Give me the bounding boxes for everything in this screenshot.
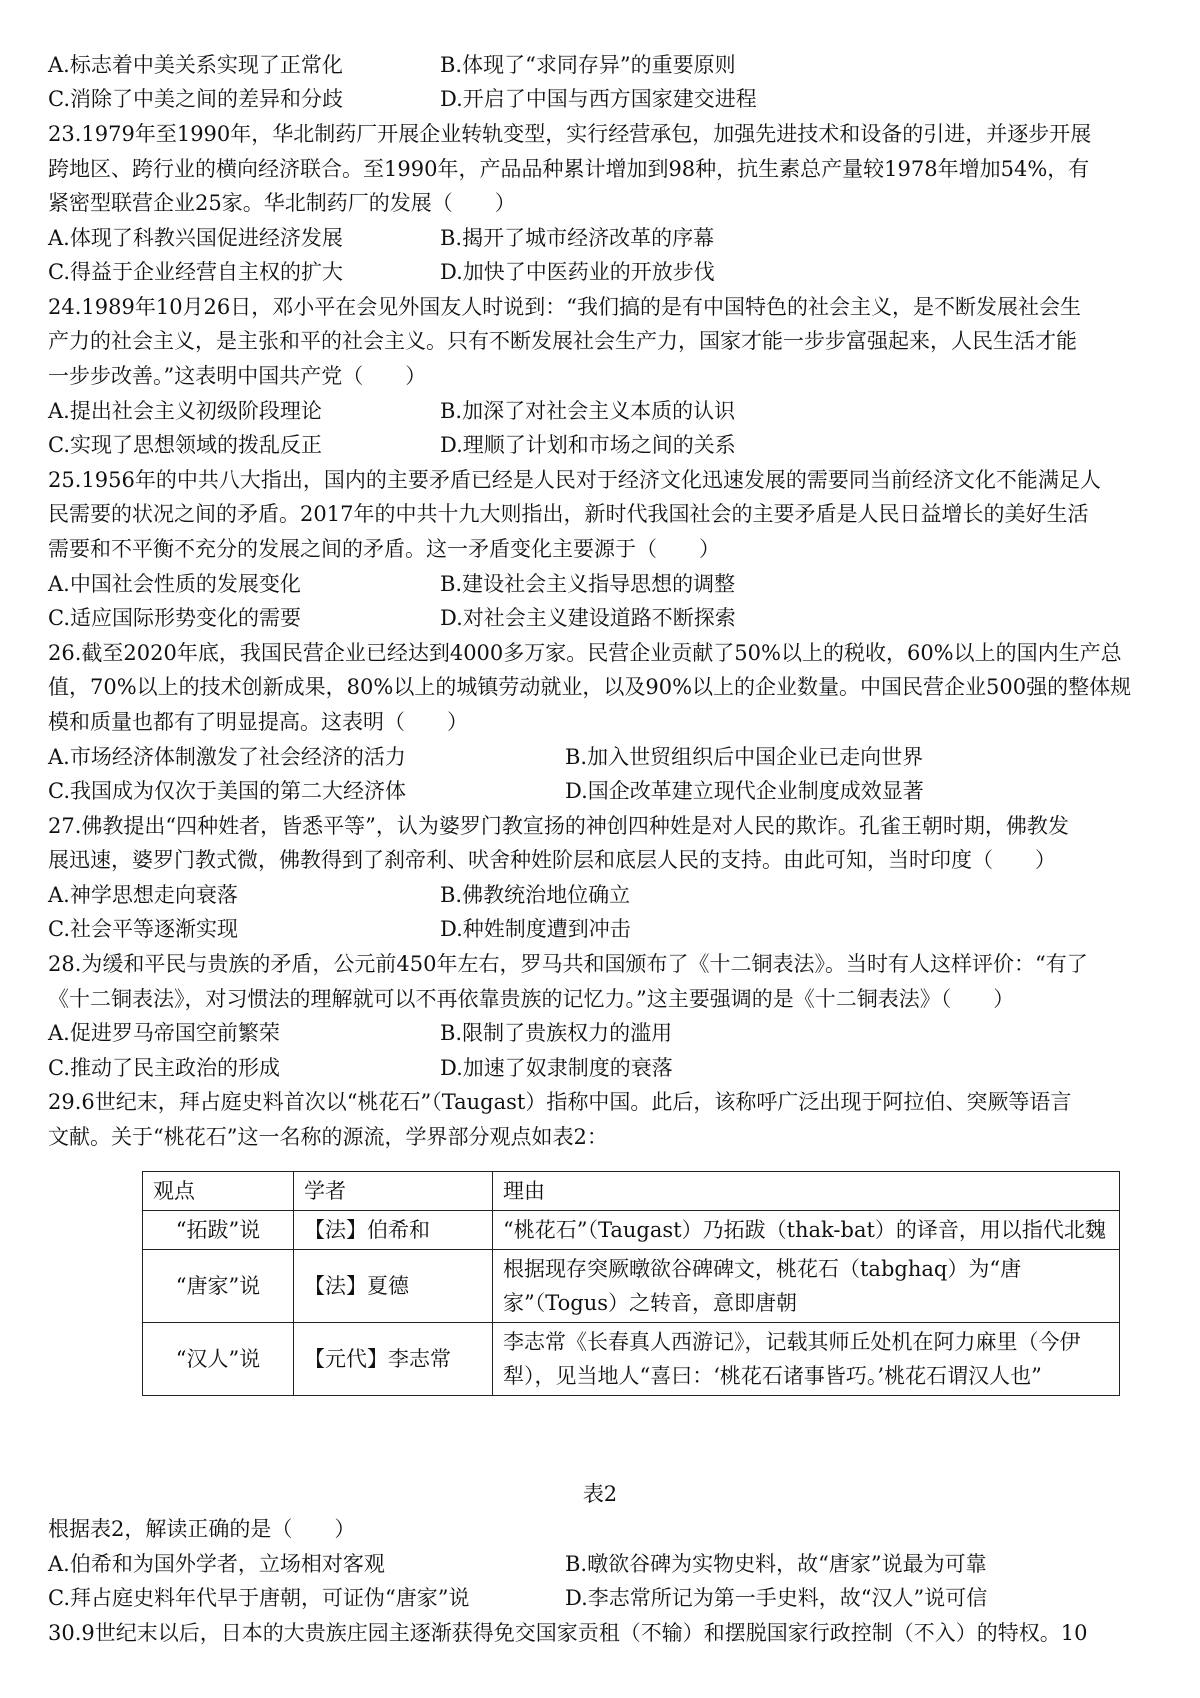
q22-option-d: D.开启了中国与西方国家建交进程 [440,87,757,111]
q29-option-b: B.暾欲谷碑为实物史料，故“唐家”说最为可靠 [565,1552,987,1576]
q22-option-b: B.体现了“求同存异”的重要原则 [440,53,736,77]
q29-question: 根据表2，解读正确的是（ ） [48,1517,356,1541]
table-row [143,1323,1120,1396]
q23-option-c: C.得益于企业经营自主权的扩大 [48,260,343,284]
q28-stem-line-2: 《十二铜表法》，对习惯法的理解就可以不再依靠贵族的记忆力。”这主要强调的是《十二铜表法》（ ） [48,987,1015,1011]
q25-option-c: C.适应国际形势变化的需要 [48,606,301,630]
q23-stem-line-3: 紧密型联营企业25家。华北制药厂的发展（ ） [48,191,516,215]
q29-option-a: A.伯希和为国外学者，立场相对客观 [48,1552,385,1576]
table-cell: 【法】夏德 [294,1250,493,1323]
table-header-cell: 学者 [294,1172,493,1211]
q25-option-d: D.对社会主义建设道路不断探索 [440,606,736,630]
q26-option-c: C.我国成为仅次于美国的第二大经济体 [48,779,406,803]
q26-option-a: A.市场经济体制激发了社会经济的活力 [48,745,406,769]
q27-stem-line-2: 展迅速，婆罗门教式微，佛教得到了刹帝利、吠舍种姓阶层和底层人民的支持。由此可知，当时印度（ ） [48,848,1056,872]
q26-option-d: D.国企改革建立现代企业制度成效显著 [565,779,924,803]
q23-option-b: B.揭开了城市经济改革的序幕 [440,226,715,250]
q29-stem-line-2: 文献。关于“桃花石”这一名称的源流，学界部分观点如表2： [48,1125,608,1149]
q25-stem-line-2: 民需要的状况之间的矛盾。2017年的中共十九大则指出，新时代我国社会的主要矛盾是人民日益增长的美好生活 [48,502,1089,526]
q27-option-b: B.佛教统治地位确立 [440,883,631,907]
q24-option-b: B.加深了对社会主义本质的认识 [440,399,736,423]
table-cell: “汉人”说 [143,1323,294,1396]
q27-option-a: A.神学思想走向衰落 [48,883,238,907]
q28-option-b: B.限制了贵族权力的滥用 [440,1021,673,1045]
q28-option-d: D.加速了奴隶制度的衰落 [440,1056,673,1080]
q24-option-a: A.提出社会主义初级阶段理论 [48,399,322,423]
q26-stem-line-3: 模和质量也都有了明显提高。这表明（ ） [48,710,468,734]
q24-option-d: D.理顺了计划和市场之间的关系 [440,433,736,457]
q27-stem-line-1: 27.佛教提出“四种姓者，皆悉平等”，认为婆罗门教宣扬的神创四种姓是对人民的欺诈。孔雀王朝时期，佛教发 [48,814,1069,838]
table-cell: “唐家”说 [143,1250,294,1323]
q23-option-a: A.体现了科教兴国促进经济发展 [48,226,343,250]
q25-option-b: B.建设社会主义指导思想的调整 [440,572,736,596]
q24-stem-line-2: 产力的社会主义，是主张和平的社会主义。只有不断发展社会生产力，国家才能一步步富强起来，人民生活才能 [48,329,1077,353]
q28-option-c: C.推动了民主政治的形成 [48,1056,280,1080]
table-cell: “桃花石”（Taugast）乃拓跋（thak-bat）的译音，用以指代北魏 [493,1211,1120,1250]
q28-option-a: A.促进罗马帝国空前繁荣 [48,1021,280,1045]
table-header-row [143,1172,1120,1211]
q29-stem-line-1: 29.6世纪末，拜占庭史料首次以“桃花石”（Taugast）指称中国。此后，该称呼广泛出现于阿拉伯、突厥等语言 [48,1090,1072,1114]
q24-stem-line-3: 一步步改善。”这表明中国共产党（ ） [48,364,427,388]
table-row [143,1250,1120,1323]
q28-stem-line-1: 28.为缓和平民与贵族的矛盾，公元前450年左右，罗马共和国颁布了《十二铜表法》。当时有人这样评价：“有了 [48,952,1088,976]
viewpoints-table [142,1171,1120,1396]
q22-option-c: C.消除了中美之间的差异和分歧 [48,87,343,111]
q23-option-d: D.加快了中医药业的开放步伐 [440,260,715,284]
table-header-cell: 观点 [143,1172,294,1211]
table-cell: 【元代】李志常 [294,1323,493,1396]
q26-option-b: B.加入世贸组织后中国企业已走向世界 [565,745,924,769]
table-caption: 表2 [582,1482,618,1506]
q22-option-a: A.标志着中美关系实现了正常化 [48,53,343,77]
q25-stem-line-1: 25.1956年的中共八大指出，国内的主要矛盾已经是人民对于经济文化迅速发展的需要同当前经济文化不能满足人 [48,468,1101,492]
q29-option-c: C.拜占庭史料年代早于唐朝，可证伪“唐家”说 [48,1586,470,1610]
q24-stem-line-1: 24.1989年10月26日，邓小平在会见外国友人时说到：“我们搞的是有中国特色的社会主义，是不断发展社会生 [48,295,1082,319]
q27-option-d: D.种姓制度遭到冲击 [440,917,631,941]
q23-stem-line-2: 跨地区、跨行业的横向经济联合。至1990年，产品品种累计增加到98种，抗生素总产量较1978年增加54%，有 [48,157,1090,181]
table-cell: “拓跋”说 [143,1211,294,1250]
table-cell: 【法】伯希和 [294,1211,493,1250]
q26-stem-line-2: 值，70%以上的技术创新成果，80%以上的城镇劳动就业，以及90%以上的企业数量。中国民营企业500强的整体规 [48,675,1132,699]
table-cell: 根据现存突厥暾欲谷碑碑文，桃花石（tabghaq）为“唐家”（Togus）之转音，意即唐朝 [493,1250,1120,1323]
q25-stem-line-3: 需要和不平衡不充分的发展之间的矛盾。这一矛盾变化主要源于（ ） [48,537,720,561]
q29-option-d: D.李志常所记为第一手史料，故“汉人”说可信 [565,1586,988,1610]
table-row [143,1211,1120,1250]
q27-option-c: C.社会平等逐渐实现 [48,917,238,941]
q24-option-c: C.实现了思想领域的拨乱反正 [48,433,322,457]
q30-stem-line-1: 30.9世纪末以后，日本的大贵族庄园主逐渐获得免交国家贡租（不输）和摆脱国家行政控制（不入）的特权。10 [48,1621,1088,1645]
table-cell: 李志常《长春真人西游记》，记载其师丘处机在阿力麻里（今伊犁），见当地人“喜曰：‘桃花石诸事皆巧。’桃花石谓汉人也” [493,1323,1120,1396]
table-header-cell: 理由 [493,1172,1120,1211]
q25-option-a: A.中国社会性质的发展变化 [48,572,301,596]
q23-stem-line-1: 23.1979年至1990年，华北制药厂开展企业转轨变型，实行经营承包，加强先进技术和设备的引进，并逐步开展 [48,122,1092,146]
q26-stem-line-1: 26.截至2020年底，我国民营企业已经达到4000多万家。民营企业贡献了50%以上的税收，60%以上的国内生产总 [48,641,1122,665]
